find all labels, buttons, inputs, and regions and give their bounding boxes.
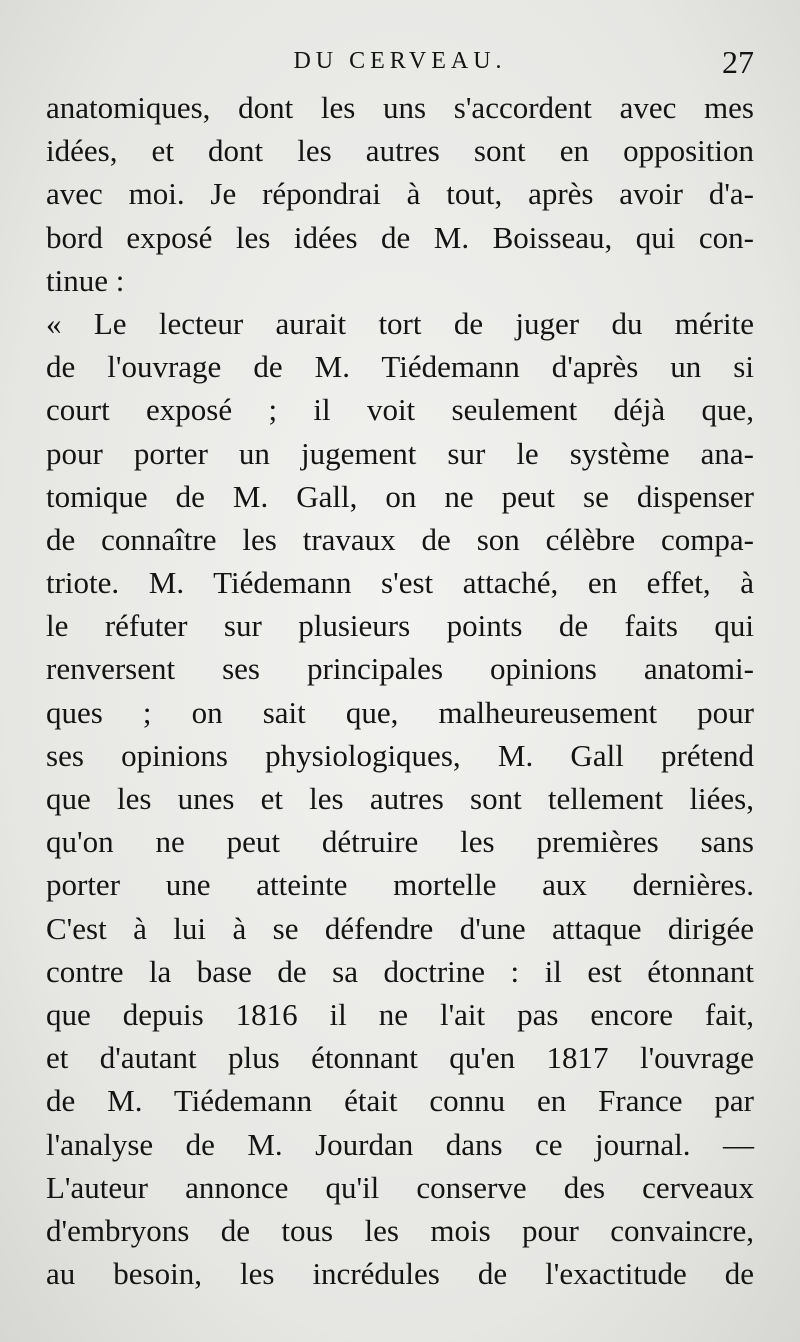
text-line: pour porter un jugement sur le système ana- xyxy=(46,435,754,471)
text-line: contre la base de sa doctrine : il est étonnant xyxy=(46,953,754,989)
text-line: qu'on ne peut détruire les premières sans xyxy=(46,824,754,860)
text-line: de M. Tiédemann était connu en France par xyxy=(46,1083,754,1119)
text-line: que depuis 1816 il ne l'ait pas encore fait, xyxy=(46,996,754,1032)
text-line: renversent ses principales opinions anatomi- xyxy=(46,651,754,687)
running-title: DU CERVEAU. xyxy=(293,48,507,74)
page-number: 27 xyxy=(722,44,754,80)
text-line: bord exposé les idées de M. Boisseau, qui con- xyxy=(46,219,754,255)
page-header xyxy=(46,44,754,84)
text-line: ses opinions physiologiques, M. Gall prétend xyxy=(46,737,754,773)
text-line: que les unes et les autres sont tellement liées, xyxy=(46,781,754,816)
text-line: ques ; on sait que, malheureusement pour xyxy=(46,694,754,730)
text-line: d'embryons de tous les mois pour convaincre, xyxy=(46,1212,754,1248)
text-line: et d'autant plus étonnant qu'en 1817 l'ouvrage xyxy=(46,1040,754,1076)
text-line: tomique de M. Gall, on ne peut se dispenser xyxy=(46,478,754,514)
text-line: de l'ouvrage de M. Tiédemann d'après un si xyxy=(46,349,754,385)
text-line: L'auteur annonce qu'il conserve des cerveaux xyxy=(46,1169,754,1205)
text-line: C'est à lui à se défendre d'une attaque dirigée xyxy=(46,910,754,946)
text-line: triote. M. Tiédemann s'est attaché, en effet, à xyxy=(46,565,754,601)
text-line: le réfuter sur plusieurs points de faits qui xyxy=(46,608,754,644)
body-text xyxy=(46,86,754,1295)
text-line: l'analyse de M. Jourdan dans ce journal. — xyxy=(46,1126,754,1162)
text-line: idées, et dont les autres sont en opposition xyxy=(46,133,754,169)
text-line: « Le lecteur aurait tort de juger du mérite xyxy=(46,305,754,341)
text-line: tinue : xyxy=(46,262,125,298)
text-line: de connaître les travaux de son célèbre compa- xyxy=(46,521,754,557)
text-line: porter une atteinte mortelle aux dernières. xyxy=(46,867,754,903)
text-line: avec moi. Je répondrai à tout, après avoir d'a- xyxy=(46,176,754,212)
text-line: court exposé ; il voit seulement déjà que, xyxy=(46,392,754,428)
text-line: au besoin, les incrédules de l'exactitude de xyxy=(46,1256,754,1292)
text-line: anatomiques, dont les uns s'accordent avec mes xyxy=(46,90,754,125)
